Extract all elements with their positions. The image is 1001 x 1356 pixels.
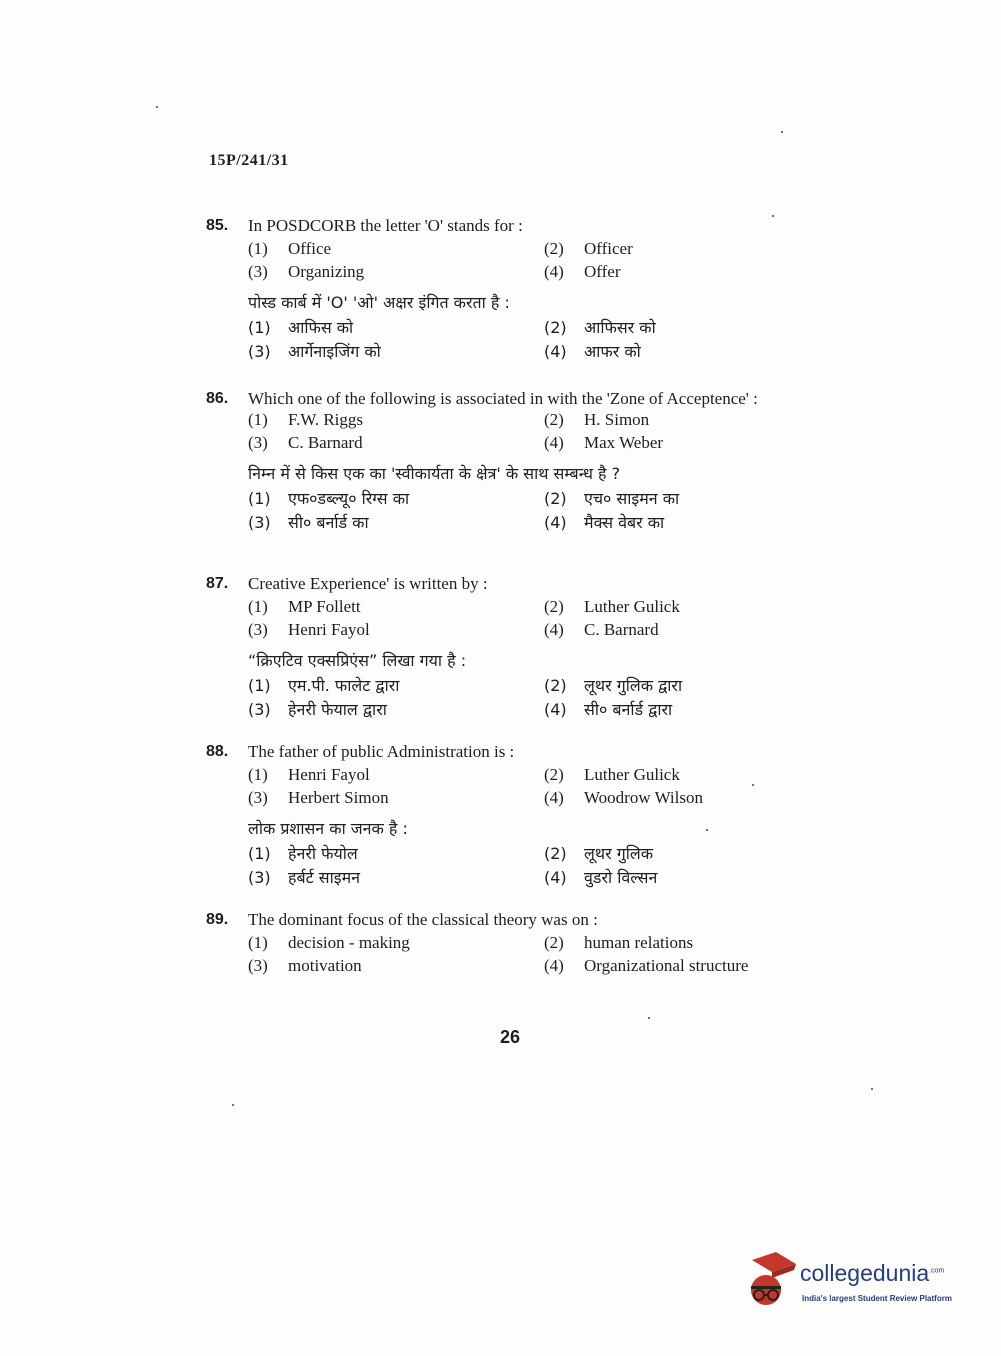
option-2-hindi: (2) आफिसर को [544,318,656,337]
options-hindi [248,675,846,720]
option-3: (3) Henri Fayol [248,620,370,639]
option-4: (4) Organizational structure [544,956,749,975]
options-english [248,597,846,640]
options-hindi [248,317,846,362]
option-3: (3) Organizing [248,262,365,281]
question-number: 87. [206,575,229,592]
question-text-hindi: लोक प्रशासन का जनक है : [248,819,408,838]
question-number: 88. [206,743,229,760]
options-english [248,933,846,976]
option-1: (1) Henri Fayol [248,765,370,784]
question-85 [206,216,846,362]
brand-name: collegedunia$^{.com}$ [800,1260,945,1286]
options-hindi [248,488,846,533]
scan-speck [752,784,754,786]
question-number: 86. [206,390,229,407]
options-english [248,765,846,808]
question-86 [206,390,846,533]
brand-tagline: India's largest Student Review Platform [802,1294,952,1303]
question-text-hindi: पोस्ड कार्ब में 'O' 'ओ' अक्षर इंगित करता है : [248,293,510,312]
option-3-hindi: (3) हर्बर्ट साइमन [248,868,361,887]
question-text-hindi: निम्न में से किस एक का 'स्वीकार्यता के क्षेत्र' के साथ सम्बन्ध है ? [248,464,621,483]
question-text: In POSDCORB the letter 'O' stands for : [248,216,523,235]
collegedunia-watermark [742,1250,972,1312]
option-2: (2) H. Simon [544,410,650,429]
option-4: (4) Woodrow Wilson [544,788,703,807]
option-4-hindi: (4) वुडरो विल्सन [544,868,658,887]
option-4: (4) Max Weber [544,433,664,452]
scan-speck [156,106,158,108]
question-text: Creative Experience' is written by : [248,574,488,593]
option-4: (4) Offer [544,262,621,281]
mascot-logo-icon [742,1250,798,1312]
option-3-hindi: (3) आर्गेनाइजिंग को [248,342,381,361]
option-2-hindi: (2) लूथर गुलिक [544,844,653,863]
options-english [248,239,846,282]
option-2: (2) Luther Gulick [544,597,680,616]
option-1-hindi: (1) एम.पी. फालेट द्वारा [248,676,400,695]
option-2-hindi: (2) लूथर गुलिक द्वारा [544,676,683,695]
question-89 [206,910,846,976]
scan-speck [706,829,708,831]
scan-speck [781,131,783,133]
option-1-hindi: (1) आफिस को [248,318,354,337]
scan-speck [772,215,774,217]
option-2-hindi: (2) एच० साइमन का [544,489,680,508]
paper-code: 15P/241/31 [209,152,289,169]
scan-speck [232,1104,234,1106]
option-1: (1) Office [248,239,332,258]
question-87 [206,574,846,720]
question-text: The dominant focus of the classical theory was on : [248,910,598,929]
option-4: (4) C. Barnard [544,620,659,639]
option-4-hindi: (4) सी० बर्नार्ड द्वारा [544,700,673,719]
options-hindi [248,843,846,888]
option-3-hindi: (3) सी० बर्नार्ड का [248,513,369,532]
question-88 [206,742,846,888]
question-text: The father of public Administration is : [248,742,515,761]
option-3: (3) Herbert Simon [248,788,389,807]
option-1: (1) decision - making [248,933,410,952]
question-text: Which one of the following is associated in with the 'Zone of Acceptence' : [248,389,758,408]
question-text-hindi: “क्रिएटिव एक्सप्रिएंस” लिखा गया है : [248,651,467,670]
scan-speck [648,1017,650,1019]
option-4-hindi: (4) आफर को [544,342,641,361]
question-number: 85. [206,217,229,234]
option-2: (2) Luther Gulick [544,765,680,784]
option-3: (3) C. Barnard [248,433,363,452]
option-2: (2) Officer [544,239,633,258]
option-4-hindi: (4) मैक्स वेबर का [544,513,665,532]
option-1: (1) MP Follett [248,597,361,616]
option-2: (2) human relations [544,933,694,952]
scan-speck [871,1088,873,1090]
option-3: (3) motivation [248,956,362,975]
option-1: (1) F.W. Riggs [248,410,364,429]
options-english [248,410,846,453]
question-number: 89. [206,911,229,928]
option-3-hindi: (3) हेनरी फेयाल द्वारा [248,700,387,719]
page-number: 26 [500,1027,521,1047]
option-1-hindi: (1) एफ०डब्ल्यू० रिग्स का [248,489,410,508]
option-1-hindi: (1) हेनरी फेयोल [248,844,358,863]
